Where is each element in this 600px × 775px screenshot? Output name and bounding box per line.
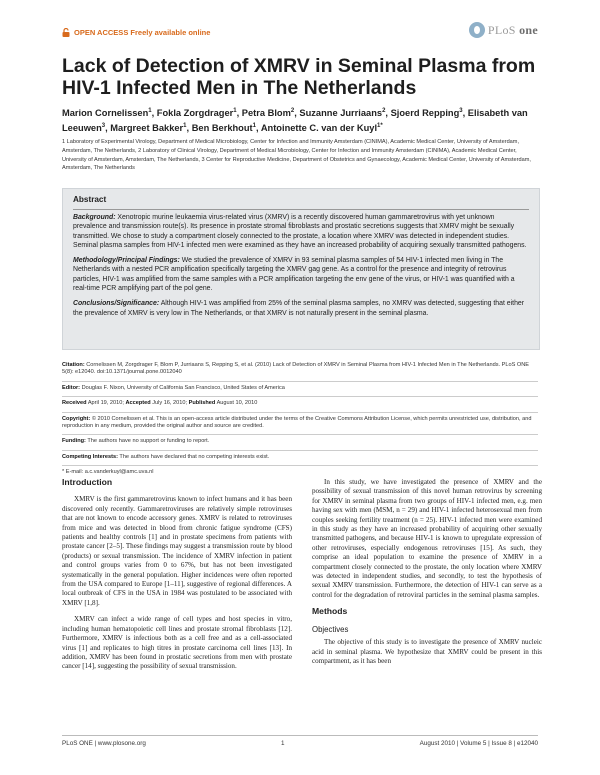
author-affiliation-mark: 2 [382,108,386,114]
plos-logo-icon [469,22,485,38]
author-affiliation-mark: 1 [233,108,237,114]
author-affiliation-mark: 3 [101,123,106,130]
abstract-methods: Methodology/Principal Findings: We studied the prevalence of XMRV in 93 seminal plasma samples of 54 HIV-1 infected men living in The Netherlands with a nested PCR amplification specifically targeting the XMRV gag gene. As a control for the presence and integrity of retrovirus particles, HIV-1 was amplified from the same samples with a PCR amplification targeting the env gene of the virus, or HIV-1 was quantified with a real-time PCR amplifying part of the pol gene. [73,257,515,293]
author-name: Fokla Zorgdrager$^1$ [156,108,237,119]
author-affiliation-mark: 1* [377,123,383,130]
abstract-conclusions: Conclusions/Significance: Although HIV-1 was amplified from 25% of the seminal plasma samples, no XMRV was detected, suggesting that either the prevalence of XMRV is very low in The Netherlands, or that XMRV is not naturally present in the seminal plasma. [73,300,525,317]
abstract-heading: Abstract [73,195,107,204]
body-paragraph: In this study, we have investigated the presence of XMRV and the possibility of sexual transmission of this novel human retrovirus by screening for XMRV in seminal plasma from two groups of HIV-1 infected men, e.g. men having sex with men (MSM, n = 29) and HIV-1 infected heterosexual men from couples seeking fertility treatment (n = 25). HIV-1 infected men were examined in this study as they have an increased probability of acquiring other sexually transmitted pathogens, and because HIV-1 is known to upregulate expression of other retroviruses, especially endogenous retroviruses [15]. As such, they comprise an ideal population to examine the presence of XMRV in a compartment closely connected to the prostate, the only location where XMRV was detected in independent studies, and secondly, to test the hypothesis of sexual XMRV transmission. Furthermore, the detection of HIV-1 can serve as a control for the degradation of retroviral particles in the seminal plasma samples. [312,478,542,599]
affiliations: 1 Laboratory of Experimental Virology, Department of Medical Microbiology, Center for Infection and Immunity Amsterdam (CINIMA), Academic Medical Center, University of Amsterdam, Amsterdam, The Netherlands, 2 Laboratory of Clinical Virology, Department of Medical Microbiology, Center for Infection and Immunity Amsterdam (CINIMA), Academic Medical Center, University of Amsterdam, Amsterdam, The Netherlands, 3 Center for Reproductive Medicine, Department of Obstetrics and Gynaecology, Academic Medical Center, University of Amsterdam, Amsterdam, The Netherlands [62,139,531,172]
abstract-box [62,188,540,350]
open-access-label: OPEN ACCESS Freely available online [74,28,211,37]
author-affiliation-mark: 2 [290,108,295,114]
author-name: Petra Blom$^2$ [241,108,295,119]
body-paragraph: The objective of this study is to investigate the presence of XMRV nucleic acid in seminal plasma. We hypothesize that XMRV could be present in this compartment, as it has been [312,638,542,665]
funding: Funding: The authors have no support or funding to report. [62,438,210,445]
author-affiliation-mark: 1 [148,108,152,114]
author-name: Ben Berkhout$^1$ [191,123,256,134]
objectives-heading: Objectives [312,624,349,634]
article-title: Lack of Detection of XMRV in Seminal Plasma from HIV-1 Infected Men in The Netherlands [62,55,536,99]
citation: Citation: Cornelissen M, Zorgdrager F, Blom P, Jurriaans S, Repping S, et al. (2010) Lack of Detection of XMRV in Seminal Plasma from HIV-1 Infected Men in The Netherlands. PLoS ONE 5(8): e12040. doi:10.1371/journal.pone.0012040 [62,362,529,376]
author-name: Suzanne Jurriaans$^2$ [299,108,386,119]
logo-suffix: one [519,22,538,37]
logo-prefix: PLoS [487,22,516,37]
competing-interests: Competing Interests: The authors have declared that no competing interests exist. [62,453,270,460]
author-name: Marion Cornelissen$^1$ [62,108,152,119]
abstract-divider [73,209,529,210]
corresponding-email[interactable]: * E-mail: a.c.vanderkuyl@amc.uva.nl [62,469,154,476]
intro-heading: Introduction [62,477,113,487]
metadata-divider [62,381,538,382]
author-affiliation-mark: 1 [252,123,256,130]
author-affiliation-mark: 1 [183,123,187,130]
open-lock-icon [62,28,70,37]
body-paragraph: XMRV is the first gammaretrovirus known to infect humans and it has been discovered only recently. Gammaretroviruses are relatively simple retroviruses that are not known to encode accessory genes. XMRV is related to retroviruses from mice and was detected in blood from chronic fatigue syndrome (CFS) patients and healthy controls [1] and in prostate specimens from patients with prostate cancer [2–5]. These findings may suggest a transmission route by blood (products) or sexual transmission. The incidence of XMRV infection in patient and control groups varies from 0 to 67%, but has not been investigated systematically in the general population. Higher incidences were often reported from the USA compared to Europe [1–11], suggestive of regional differences. A local outbreak of CFS in the USA in 1984 was postulated to be associated with XMRV [1,8]. [62,495,292,607]
author-affiliation-mark: 3 [459,108,463,114]
page-number: 1 [281,740,285,747]
copyright: Copyright: © 2010 Cornelissen et al. This is an open-access article distributed under the terms of the Creative Commons Attribution License, which permits unrestricted use, distribution, and reproduction in any medium, provided the original author and source are credited. [62,415,532,430]
page-footer [62,740,538,747]
author-name: Antoinette C. van der Kuyl$^{1*}$ [260,123,383,134]
dates: Received April 19, 2010; Accepted July 16, 2010; Published August 10, 2010 [62,400,258,407]
abstract-body [73,213,529,324]
author-name: Elisabeth van Leeuwen$^3$ [62,108,528,134]
journal-logo [469,22,538,38]
open-access-banner [62,28,210,37]
article-metadata [62,362,538,477]
body-column-left [62,478,292,679]
body-paragraph: XMRV can infect a wide range of cell types and host species in vitro, including human hematopoietic cell lines and prostate stromal fibroblasts [12]. Furthermore, XMRV is infectious both as a cell free and as a cell-associated virus [1] and replicates to high titres in prostate carcinoma cell lines [13]. In addition, XMRV has been found in prostatic secretions from men with prostate cancer [14], suggesting the possibility of sexual transmission. [62,615,292,671]
editor: Editor: Douglas F. Nixon, University of California San Francisco, United States of America [62,384,285,391]
footer-divider [62,735,538,736]
methods-heading: Methods [312,606,348,617]
author-list: Marion Cornelissen$^1$, Fokla Zorgdrager$^1$, Petra Blom$^2$, Suzanne Jurriaans$^2$, Sjoerd Repping$^3$, Elisabeth van Leeuwen$^3$, Margreet Bakker$^1$, Ben Berkhout$^1$, Antoinette C. van der Kuyl$^{1*}$ [62,108,528,134]
abstract-background: Background: Xenotropic murine leukaemia virus-related virus (XMRV) is a recently discovered human gammaretrovirus with yet unknown prevalence and transmission route(s). Its presence in prostate stromal fibroblasts and prostatic secretions suggests that XMRV might be sexually transmitted. We chose to study a compartment closely connected to the prostate, a location where XMRV was detected in independent studies. Seminal plasma samples from HIV-1 infected men were examined as they have an increased probability of acquiring sexually transmitted pathogens. [73,214,527,249]
author-name: Margreet Bakker$^1$ [110,123,187,134]
author-name: Sjoerd Repping$^3$ [390,108,463,119]
footer-journal[interactable]: PLoS ONE | www.plosone.org [62,740,146,747]
footer-issue: August 2010 | Volume 5 | Issue 8 | e12040 [419,740,538,747]
body-column-right [312,478,542,673]
